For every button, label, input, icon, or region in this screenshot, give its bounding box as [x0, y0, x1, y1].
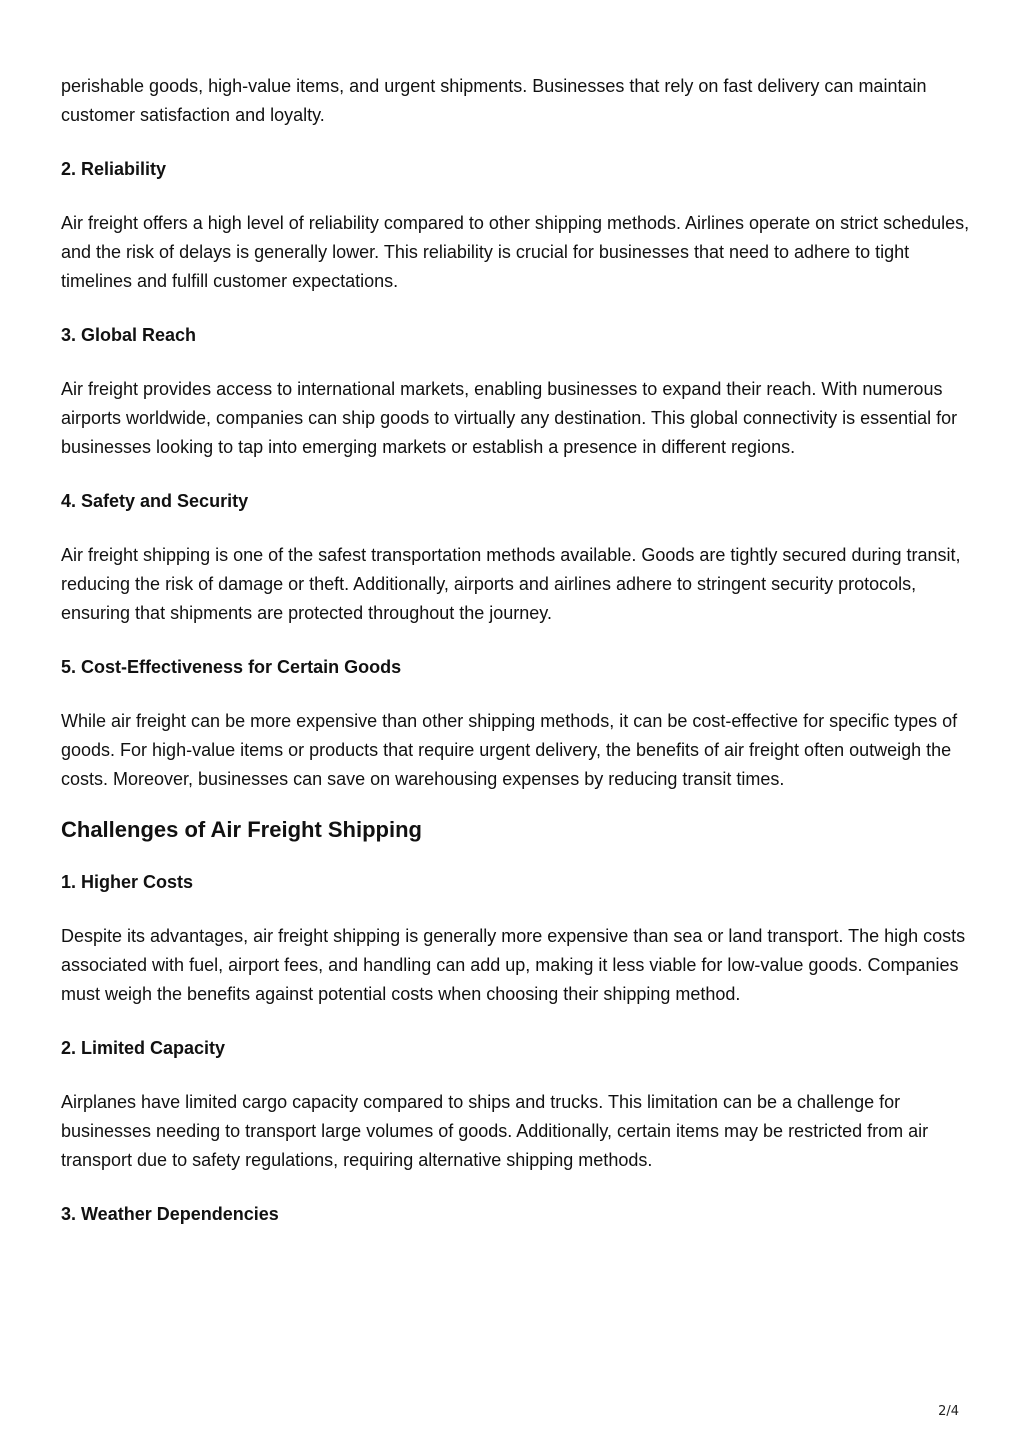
challenge-text-higher-costs: Despite its advantages, air freight shipping is generally more expensive than sea or land transport. The high costs associated with fuel, airport fees, and handling can add up, making it less viable for low-value goods. Companies must weigh the benefits against potential costs when choosing their shipping method.: [61, 926, 966, 1004]
document-page: [61, 72, 971, 1229]
benefit-text-cost-effectiveness: While air freight can be more expensive than other shipping methods, it can be cost-effective for specific types of goods. For high-value items or products that require urgent delivery, the benefits of air freight often outweigh the costs. Moreover, businesses can save on warehousing expenses by reducing transit times.: [61, 711, 958, 789]
benefit-text-safety: Air freight shipping is one of the safest transportation methods available. Goods are tightly secured during transit, reducing the risk of damage or theft. Additionally, airports and airlines adhere to stringent security protocols, ensuring that shipments are protected throughout the journey.: [61, 545, 961, 623]
benefit-heading-reliability: 2. Reliability: [61, 159, 167, 179]
challenge-heading-limited-capacity: 2. Limited Capacity: [61, 1038, 226, 1058]
benefit-heading-safety: 4. Safety and Security: [61, 491, 249, 511]
benefit-heading-cost-effectiveness: 5. Cost-Effectiveness for Certain Goods: [61, 657, 402, 677]
benefit-text-global-reach: Air freight provides access to international markets, enabling businesses to expand their reach. With numerous airports worldwide, companies can ship goods to virtually any destination. This global connectivity is essential for businesses looking to tap into emerging markets or establish a presence in different regions.: [61, 379, 958, 457]
page-number: 2/4: [938, 1404, 959, 1419]
challenge-heading-higher-costs: 1. Higher Costs: [61, 872, 194, 892]
benefit-heading-global-reach: 3. Global Reach: [61, 325, 197, 345]
intro-paragraph: perishable goods, high-value items, and urgent shipments. Businesses that rely on fast delivery can maintain customer satisfaction and loyalty.: [61, 76, 927, 125]
challenge-heading-weather: 3. Weather Dependencies: [61, 1204, 279, 1224]
challenges-section-title: Challenges of Air Freight Shipping: [61, 817, 422, 842]
challenge-text-limited-capacity: Airplanes have limited cargo capacity compared to ships and trucks. This limitation can be a challenge for businesses needing to transport large volumes of goods. Additionally, certain items may be restricted from air transport due to safety regulations, requiring alternative shipping methods.: [61, 1092, 929, 1170]
benefit-text-reliability: Air freight offers a high level of reliability compared to other shipping methods. Airlines operate on strict schedules, and the risk of delays is generally lower. This reliability is crucial for businesses that need to adhere to tight timelines and fulfill customer expectations.: [61, 213, 970, 291]
